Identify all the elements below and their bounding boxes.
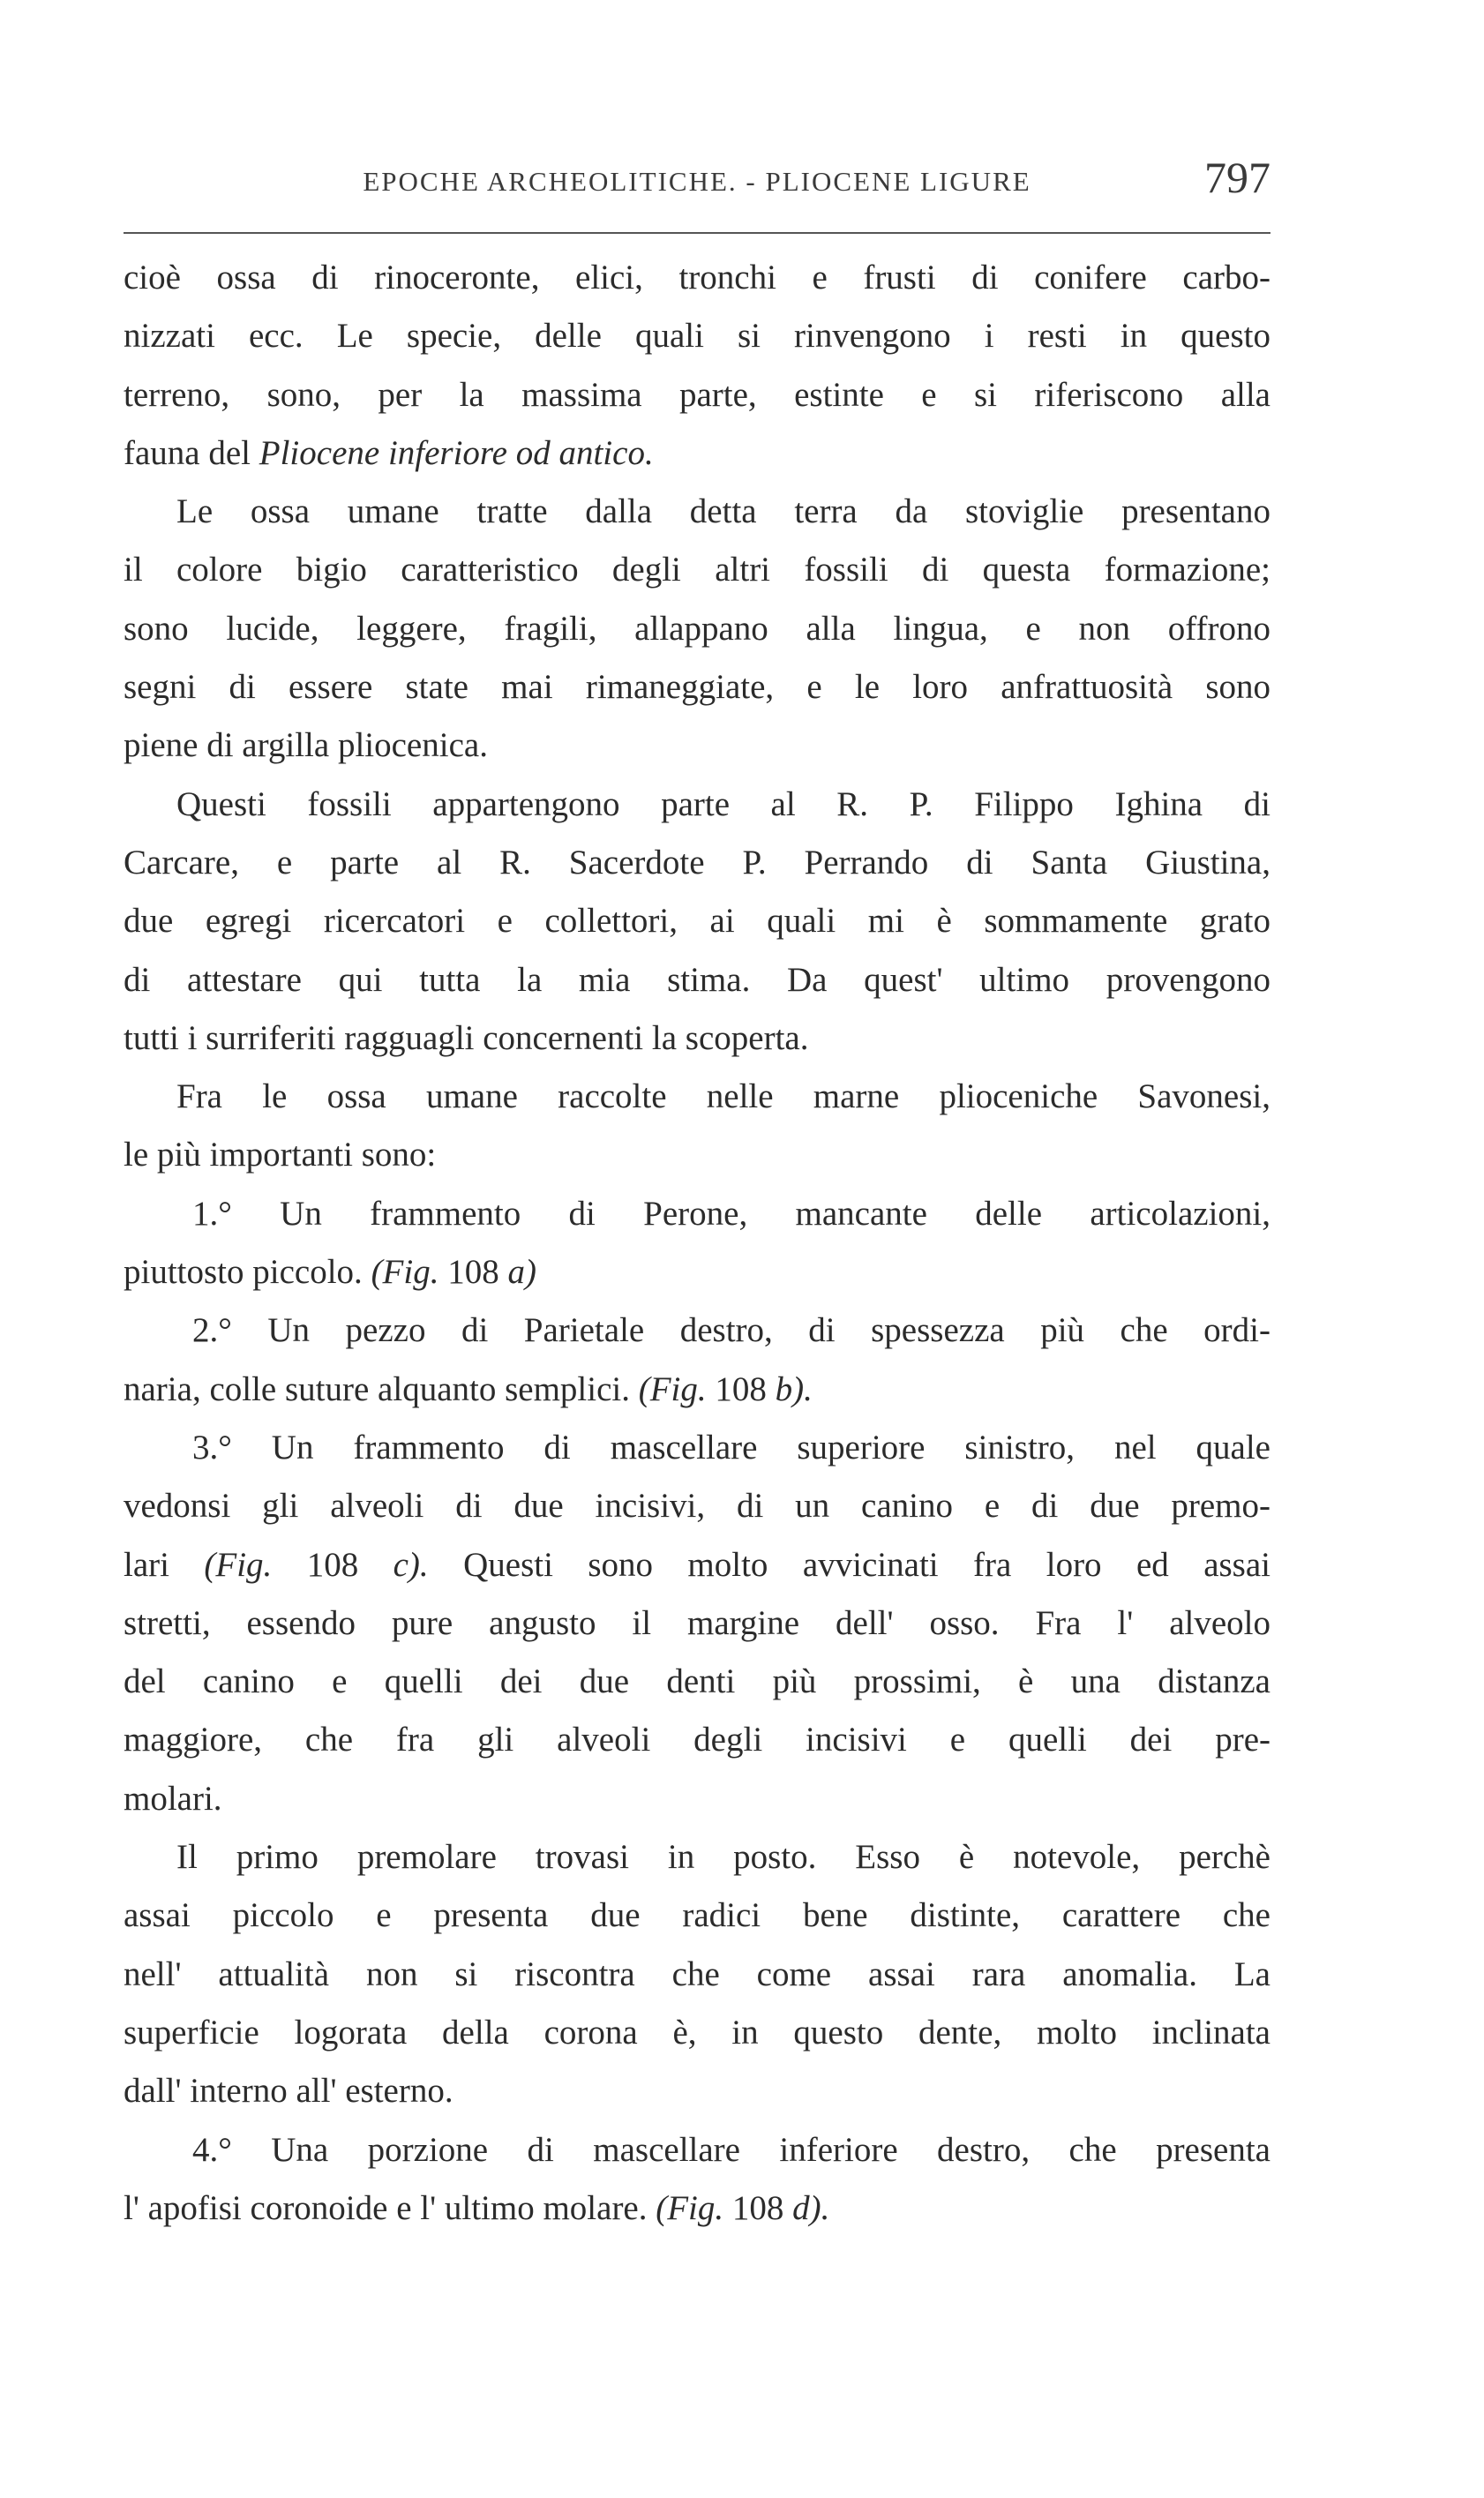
text-line: segni di essere state mai rimaneggiate, e le loro anfrattuosità sono — [124, 668, 1270, 707]
text-line: molari. — [124, 1779, 222, 1818]
figure-ref: c). — [393, 1545, 429, 1584]
text-line: del canino e quelli dei due denti più prossimi, è una distanza — [124, 1662, 1270, 1701]
figure-ref: d). — [792, 2188, 830, 2227]
header-rule — [124, 232, 1270, 234]
figure-ref: a) — [507, 1253, 536, 1292]
figure-ref: b). — [775, 1369, 813, 1408]
running-title: EPOCHE ARCHEOLITICHE. - PLIOCENE LIGURE — [363, 166, 1031, 197]
text-line: 3.° Un frammento di mascellare superiore sinistro, nel quale — [192, 1428, 1270, 1467]
running-head — [124, 150, 1270, 212]
figure-ref: (Fig. — [371, 1253, 439, 1292]
text-line: il colore bigio caratteristico degli altri fossili di questa formazione; — [124, 551, 1270, 589]
text-line: vedonsi gli alveoli di due incisivi, di un canino e di due premo- — [124, 1487, 1270, 1526]
body-text — [124, 249, 1270, 2238]
italic-term: Pliocene inferiore od antico. — [259, 433, 654, 472]
text-line: l' apofisi coronoide e l' ultimo molare. (Fig. 108 d). — [124, 2188, 830, 2227]
text-line: piene di argilla pliocenica. — [124, 726, 488, 765]
text-line: piuttosto piccolo. (Fig. 108 a) — [124, 1253, 536, 1292]
text-line: assai piccolo e presenta due radici bene distinte, carattere che — [124, 1896, 1270, 1935]
text-line: dall' interno all' esterno. — [124, 2072, 453, 2111]
text-line: Carcare, e parte al R. Sacerdote P. Perrando di Santa Giustina, — [124, 843, 1270, 881]
text-line: 1.° Un frammento di Perone, mancante delle articolazioni, — [192, 1194, 1270, 1233]
text-line: Le ossa umane tratte dalla detta terra da stoviglie presentano — [176, 492, 1270, 531]
text-line: le più importanti sono: — [124, 1136, 437, 1174]
text-line: sono lucide, leggere, fragili, allappano alla lingua, e non offrono — [124, 609, 1270, 648]
text-line: stretti, essendo pure angusto il margine dell' osso. Fra l' alveolo — [124, 1603, 1270, 1642]
text-line: Fra le ossa umane raccolte nelle marne plioceniche Savonesi, — [176, 1077, 1270, 1116]
text-line: naria, colle suture alquanto semplici. (Fig. 108 b). — [124, 1369, 813, 1408]
text-line: nizzati ecc. Le specie, delle quali si rinvengono i resti in questo — [124, 317, 1270, 356]
figure-ref: (Fig. — [656, 2188, 724, 2227]
text-line: di attestare qui tutta la mia stima. Da quest' ultimo provengono — [124, 960, 1270, 999]
text-line: lari (Fig. 108 c). Questi sono molto avvicinati fra loro ed assai — [124, 1545, 1270, 1584]
figure-ref: (Fig. — [638, 1369, 707, 1408]
text-line: fauna del Pliocene inferiore od antico. — [124, 433, 654, 472]
text-line: nell' attualità non si riscontra che come assai rara anomalia. La — [124, 1954, 1270, 1993]
text-line: superficie logorata della corona è, in questo dente, molto inclinata — [124, 2013, 1270, 2052]
text-line: Il primo premolare trovasi in posto. Esso è notevole, perchè — [176, 1838, 1270, 1877]
text-line: 2.° Un pezzo di Parietale destro, di spessezza più che ordi- — [192, 1311, 1270, 1350]
text-line: Questi fossili appartengono parte al R. P. Filippo Ighina di — [176, 784, 1270, 823]
text-line: maggiore, che fra gli alveoli degli incisivi e quelli dei pre- — [124, 1721, 1270, 1759]
text-line: 4.° Una porzione di mascellare inferiore destro, che presenta — [192, 2130, 1270, 2169]
figure-ref: (Fig. — [204, 1545, 273, 1584]
text-line: tutti i surriferiti ragguagli concernenti la scoperta. — [124, 1018, 809, 1057]
page-number: 797 — [1204, 153, 1270, 202]
text-line: cioè ossa di rinoceronte, elici, tronchi e frusti di conifere carbo- — [124, 259, 1270, 296]
text-line: terreno, sono, per la massima parte, estinte e si riferiscono alla — [124, 375, 1270, 414]
text-line: due egregi ricercatori e collettori, ai quali mi è sommamente grato — [124, 902, 1270, 941]
